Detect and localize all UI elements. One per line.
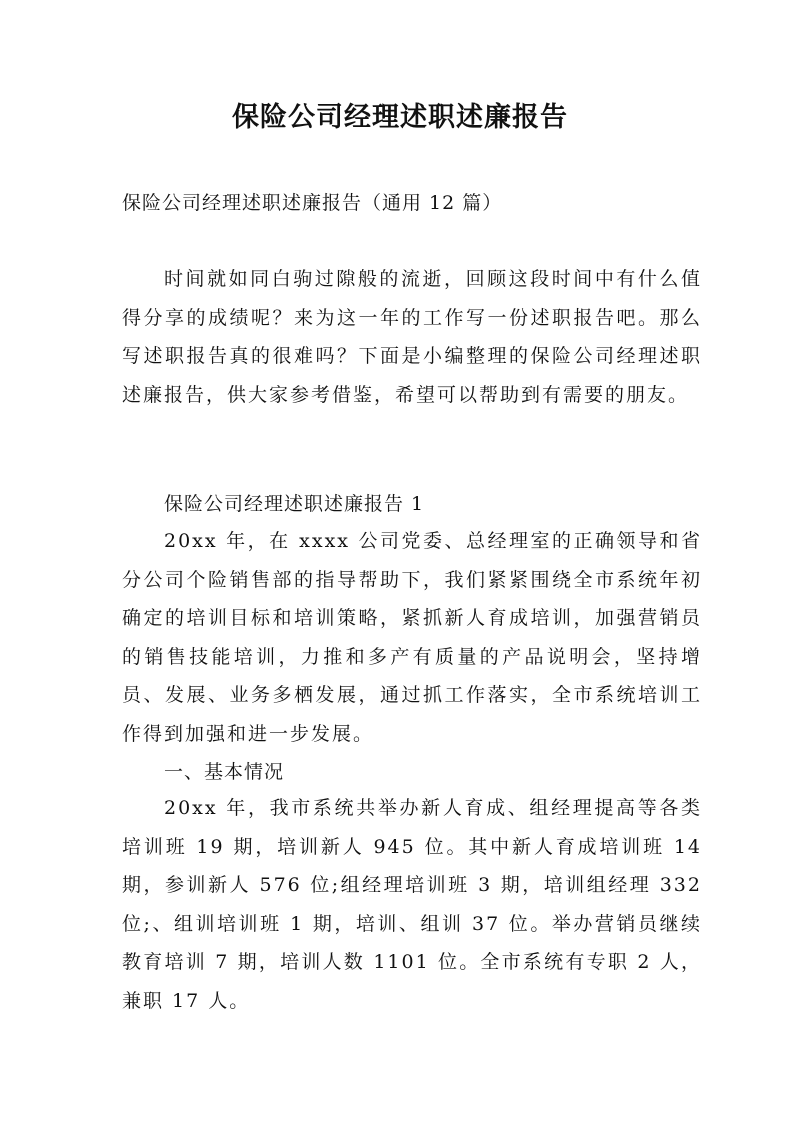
document-subtitle: 保险公司经理述职述廉报告（通用 12 篇） — [122, 192, 503, 214]
body-paragraph-2: 20xx 年，我市系统共举办新人育成、组经理提高等各类培训班 19 期，培训新人 945 位。其中新人育成培训班 14 期，参训新人 576 位;组经理培训班 3 期，培训组经理 332 位;、组训培训班 1 期，培训、组训 37 位。举办营销员继续教育培训 7 期，培训人数 1101 位。全市系统有专职 2 人，兼职 17 人。 — [122, 797, 702, 1012]
document-title: 保险公司经理述职述廉报告 — [232, 102, 568, 133]
section-title: 保险公司经理述职述廉报告 1 — [164, 493, 425, 515]
body-paragraph-1: 20xx 年，在 xxxx 公司党委、总经理室的正确领导和省分公司个险销售部的指导帮助下，我们紧紧围绕全市系统年初确定的培训目标和培训策略，紧抓新人育成培训，加强营销员的销售技能培训，力推和多产有质量的产品说明会，坚持增员、发展、业务多栖发展，通过抓工作落实，全市系统培训工作得到加强和进一步发展。 — [122, 530, 702, 745]
section-heading-basic-situation: 一、基本情况 — [164, 761, 285, 783]
intro-paragraph: 时间就如同白驹过隙般的流逝，回顾这段时间中有什么值得分享的成绩呢？来为这一年的工作写一份述职报告吧。那么写述职报告真的很难吗？下面是小编整理的保险公司经理述职述廉报告，供大家参考借鉴，希望可以帮助到有需要的朋友。 — [122, 268, 702, 406]
